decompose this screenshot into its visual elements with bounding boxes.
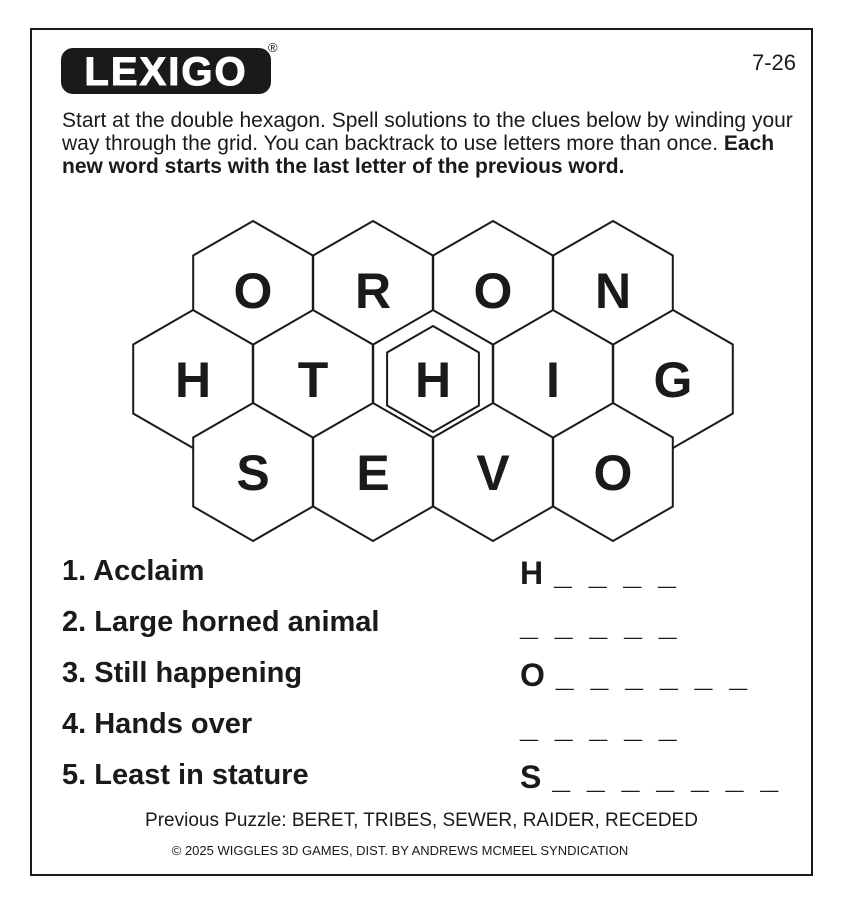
- instructions-text: Start at the double hexagon. Spell solutions to the clues below by winding your way through the grid. You can backtrack to use letters more than once.: [62, 109, 793, 155]
- registered-mark: ®: [268, 40, 278, 55]
- hex-letter-middle-row-3: I: [546, 352, 560, 408]
- hex-letter-middle-row-0: H: [174, 352, 212, 408]
- answer-4[interactable]: [520, 708, 681, 745]
- hex-letter-top-row-0: O: [233, 263, 273, 319]
- answer-1-blanks: _ _ _ _: [554, 555, 680, 591]
- logo-text: LEXIGO: [84, 50, 248, 94]
- hex-letter-middle-row-2: H: [414, 352, 452, 408]
- answer-4-blanks: _ _ _ _ _: [520, 708, 681, 744]
- answer-2[interactable]: [520, 606, 681, 643]
- puzzle-id: 7-26: [752, 50, 797, 75]
- clue-5: 5. Least in stature: [62, 759, 309, 791]
- answer-3-start: O: [520, 657, 546, 693]
- hex-letter-bottom-row-3: O: [593, 445, 633, 501]
- hex-letter-bottom-row-0: S: [236, 445, 270, 501]
- clue-3: 3. Still happening: [62, 657, 303, 689]
- hex-letter-top-row-1: R: [354, 263, 392, 319]
- hex-letter-middle-row-4: G: [653, 352, 693, 408]
- answer-5-blanks: _ _ _ _ _ _ _: [552, 759, 783, 795]
- hex-letter-bottom-row-1: E: [356, 445, 390, 501]
- previous-puzzle: Previous Puzzle: BERET, TRIBES, SEWER, RAIDER, RECEDED: [145, 810, 698, 831]
- hex-letter-bottom-row-2: V: [476, 445, 510, 501]
- answer-5-start: S: [520, 759, 543, 795]
- hex-letter-middle-row-1: T: [297, 352, 329, 408]
- clue-4: 4. Hands over: [62, 708, 253, 740]
- hex-letter-top-row-2: O: [473, 263, 513, 319]
- copyright: © 2025 WIGGLES 3D GAMES, DIST. BY ANDREWS MCMEEL SYNDICATION: [171, 843, 629, 858]
- clue-1: 1. Acclaim: [62, 555, 205, 587]
- clue-2: 2. Large horned animal: [62, 606, 380, 638]
- hex-letter-top-row-3: N: [594, 263, 632, 319]
- answer-3[interactable]: [520, 657, 751, 694]
- answer-5[interactable]: [520, 759, 782, 796]
- answer-3-blanks: _ _ _ _ _ _: [555, 657, 752, 693]
- answer-1[interactable]: [520, 555, 680, 592]
- instructions-bold-text: Each new word starts with the last letter of the previous word.: [62, 132, 775, 178]
- answer-1-start: H: [520, 555, 545, 591]
- answer-2-blanks: _ _ _ _ _: [520, 606, 681, 642]
